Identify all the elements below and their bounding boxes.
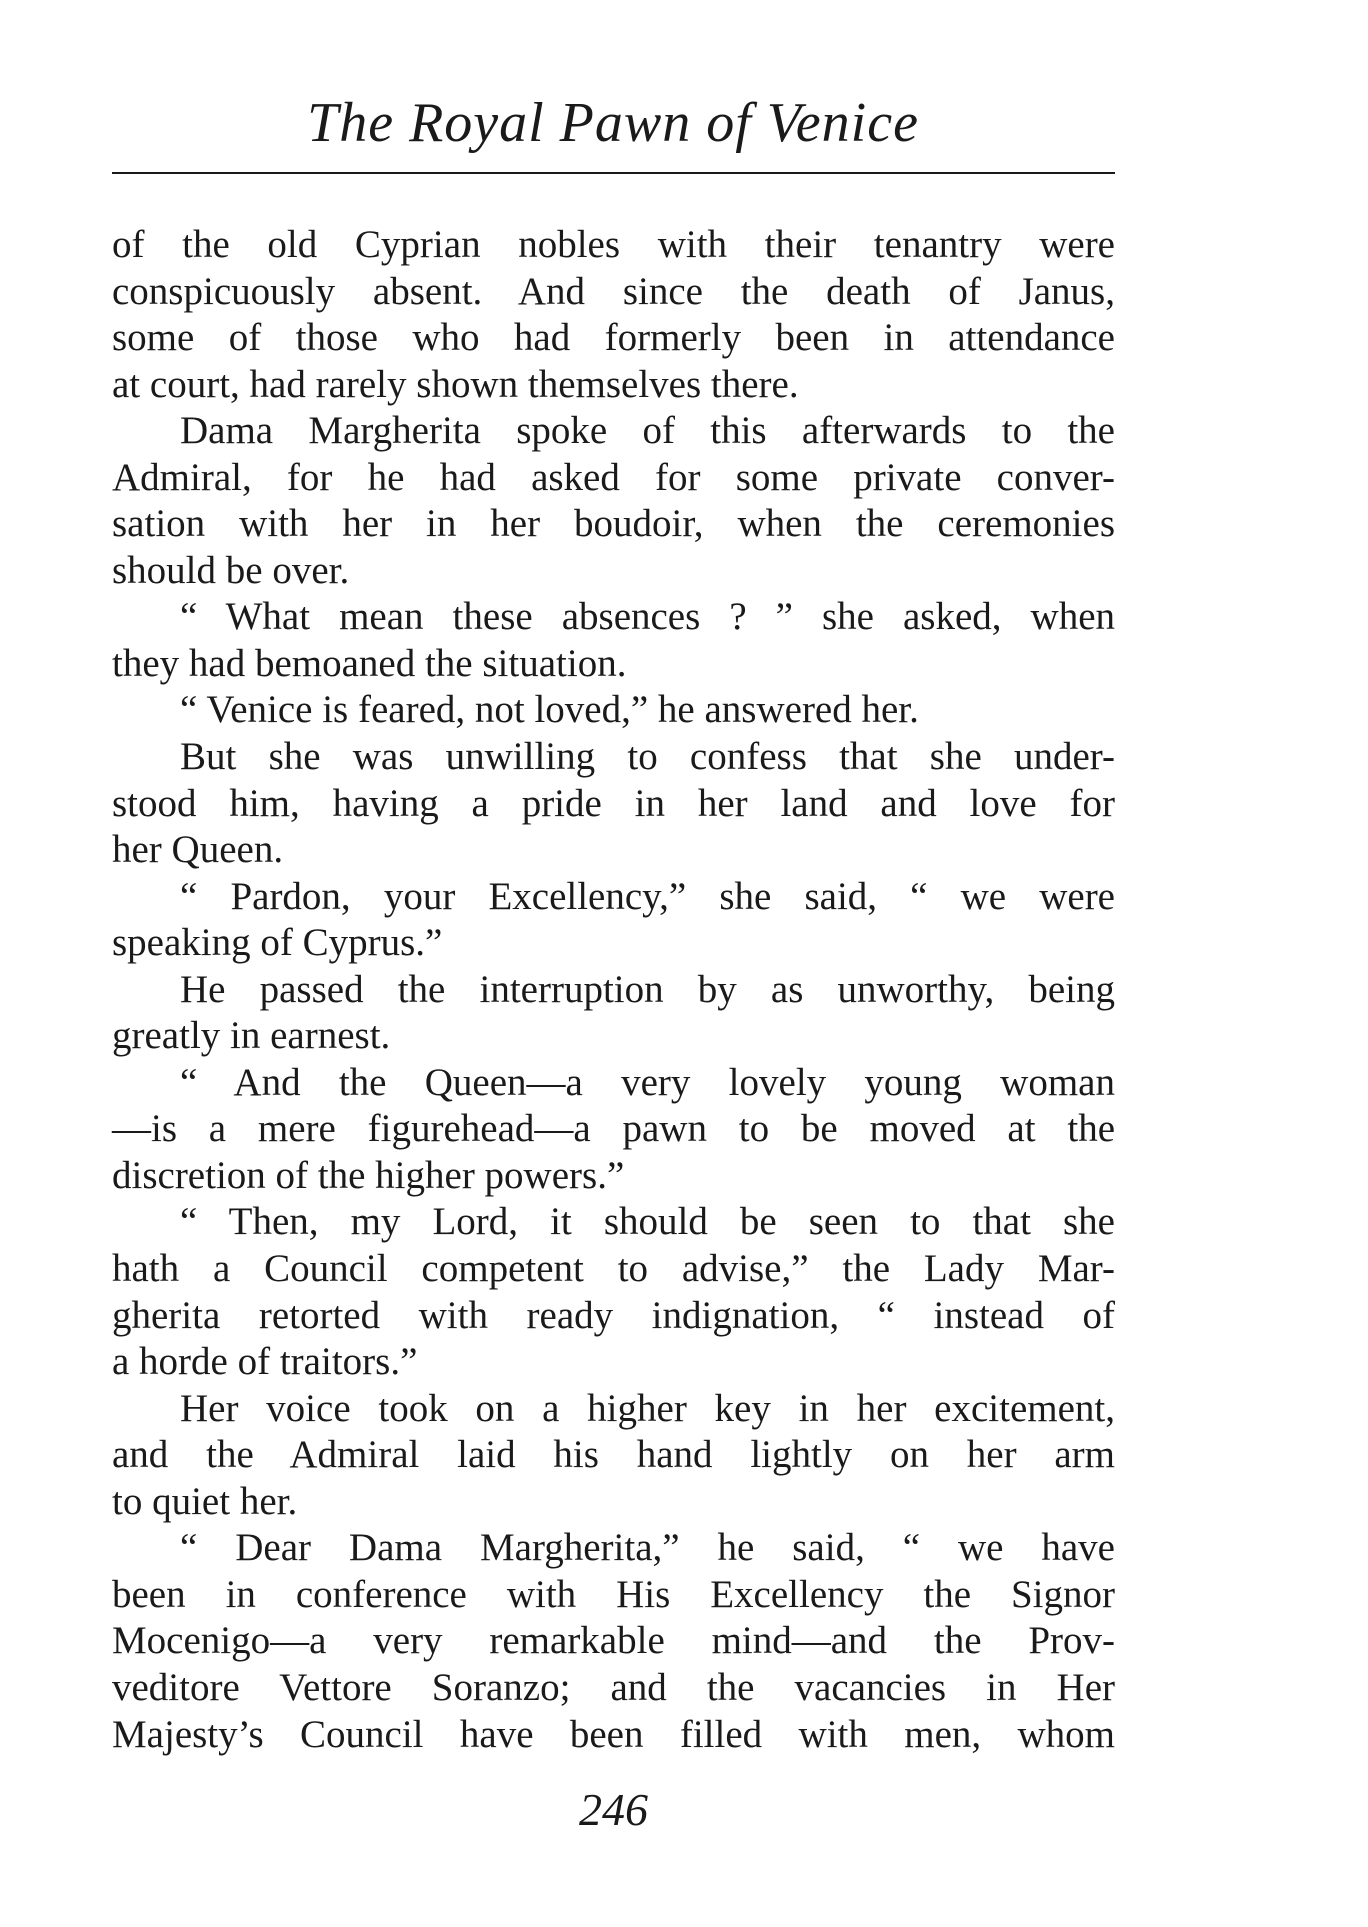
text-line: greatly in earnest. xyxy=(112,1014,391,1058)
header-rule xyxy=(112,172,1115,174)
text-line: to quiet her. xyxy=(112,1479,298,1523)
text-line: veditore Vettore Soranzo; and the vacancies in Her xyxy=(112,1665,1115,1709)
text-line: Mocenigo—a very remarkable mind—and the Prov- xyxy=(112,1619,1115,1663)
body-text xyxy=(112,222,1115,1758)
text-line: But she was unwilling to confess that she under- xyxy=(180,735,1115,779)
text-line: of the old Cyprian nobles with their tenantry were xyxy=(112,223,1115,266)
text-line: sation with her in her boudoir, when the ceremonies xyxy=(112,502,1115,546)
running-head: The Royal Pawn of Venice xyxy=(307,92,919,154)
text-line: “ Then, my Lord, it should be seen to that she xyxy=(180,1200,1115,1244)
text-line: Majesty’s Council have been filled with men, whom xyxy=(112,1712,1115,1756)
text-line: Admiral, for he had asked for some private conver- xyxy=(112,455,1115,499)
text-line: her Queen. xyxy=(112,828,284,872)
text-line: should be over. xyxy=(112,548,350,592)
text-line: Dama Margherita spoke of this afterwards to the xyxy=(180,409,1115,453)
text-line: conspicuously absent. And since the death of Janus, xyxy=(112,269,1115,313)
text-line: “ Pardon, your Excellency,” she said, “ we were xyxy=(180,874,1115,918)
text-line: some of those who had formerly been in attendance xyxy=(112,316,1115,360)
text-line: speaking of Cyprus.” xyxy=(112,921,443,965)
text-line: —is a mere figurehead—a pawn to be moved at the xyxy=(112,1107,1115,1151)
text-line: “ And the Queen—a very lovely young woman xyxy=(180,1060,1115,1104)
text-line: hath a Council competent to advise,” the Lady Mar- xyxy=(112,1247,1115,1291)
text-line: and the Admiral laid his hand lightly on her arm xyxy=(112,1433,1115,1477)
text-line: gherita retorted with ready indignation, “ instead of xyxy=(112,1293,1115,1337)
text-line: Her voice took on a higher key in her excitement, xyxy=(180,1386,1115,1430)
text-line: at court, had rarely shown themselves there. xyxy=(112,362,799,406)
text-line: they had bemoaned the situation. xyxy=(112,641,627,685)
text-line: He passed the interruption by as unworthy, being xyxy=(180,967,1115,1011)
text-line: been in conference with His Excellency the Signor xyxy=(112,1572,1115,1616)
text-line: stood him, having a pride in her land and love for xyxy=(112,781,1115,825)
text-line: discretion of the higher powers.” xyxy=(112,1153,625,1197)
text-line: “ Dear Dama Margherita,” he said, “ we have xyxy=(180,1526,1115,1570)
text-line: “ What mean these absences ? ” she asked, when xyxy=(180,595,1115,639)
text-line: a horde of traitors.” xyxy=(112,1340,418,1384)
page-number: 246 xyxy=(579,1784,648,1835)
text-line: “ Venice is feared, not loved,” he answered her. xyxy=(180,688,919,732)
